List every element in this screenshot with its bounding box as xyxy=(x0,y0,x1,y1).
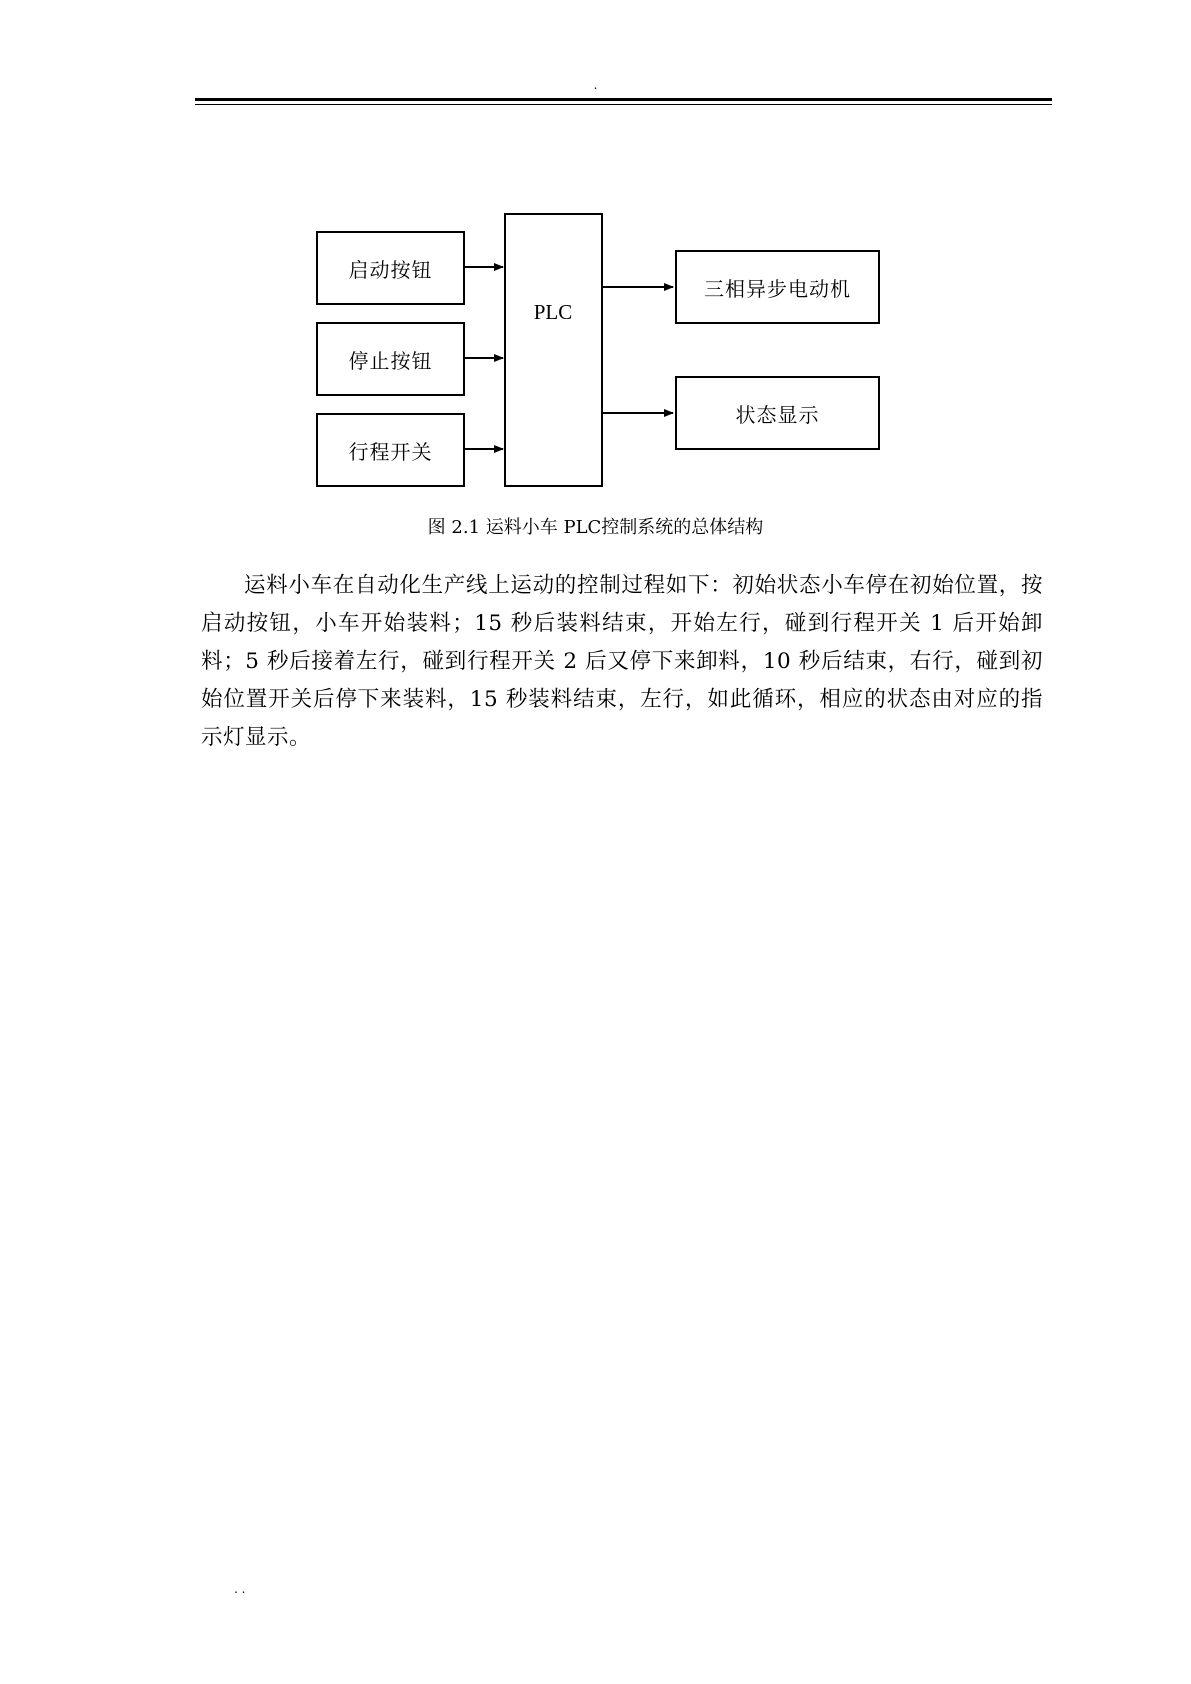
plc-block xyxy=(504,213,603,487)
system-block-diagram xyxy=(0,0,1191,560)
limit-switch-block: 行程开关 xyxy=(316,413,465,487)
footer-mark: . . xyxy=(234,1582,246,1596)
stop-button-block: 停止按钮 xyxy=(316,322,465,396)
start-button-block: 启动按钮 xyxy=(316,231,465,305)
header-mark: . xyxy=(593,78,598,92)
status-display-block: 状态显示 xyxy=(675,376,880,450)
body-paragraph: 运料小车在自动化生产线上运动的控制过程如下：初始状态小车停在初始位置，按启动按钮，小车开始装料；15 秒后装料结束，开始左行，碰到行程开关 1 后开始卸料；5 秒后接着左行，碰到行程开关 2 后又停下来卸料，10 秒后结束，右行，碰到初始位置开关后停下来装料，15 秒装料结束，左行，如此循环，相应的状态由对应的指示灯显示。 xyxy=(201,573,1043,750)
plc-label: PLC xyxy=(533,300,573,324)
motor-block: 三相异步电动机 xyxy=(675,250,880,324)
figure-caption: 图 2.1 运料小车 PLC控制系统的总体结构 xyxy=(427,517,764,538)
